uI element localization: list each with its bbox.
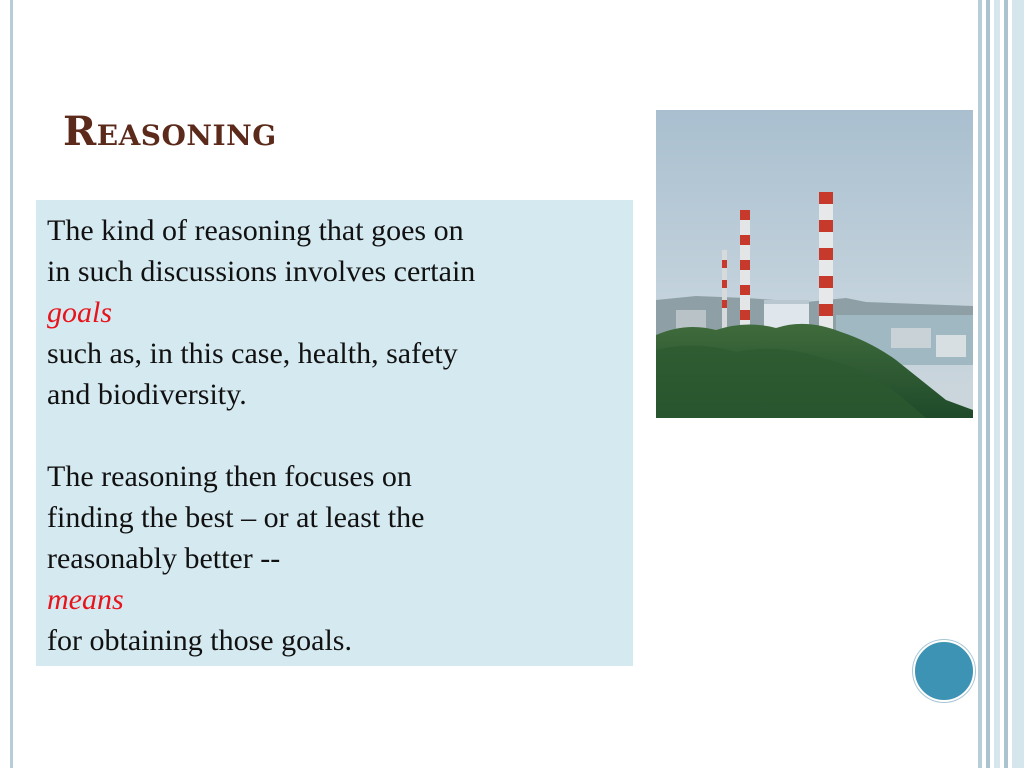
body-text-box xyxy=(36,200,633,666)
body-line: The reasoning then focuses on xyxy=(47,460,412,493)
body-line: reasonably better -- xyxy=(47,542,281,575)
body-line: in such discussions involves certain xyxy=(47,255,476,288)
frame-lines-right xyxy=(978,0,1024,768)
body-line: for obtaining those goals. xyxy=(47,624,352,657)
industrial-plant-photo xyxy=(656,110,973,418)
body-line: and biodiversity. xyxy=(47,378,247,411)
emphasis-means: means xyxy=(47,583,124,616)
chimney-right-tall xyxy=(819,192,833,337)
body-line: finding the best – or at least the xyxy=(47,501,425,534)
accent-circle xyxy=(913,640,975,702)
chimney-left-small xyxy=(722,250,727,330)
body-line: such as, in this case, health, safety xyxy=(47,337,458,370)
emphasis-goals: goals xyxy=(47,296,113,329)
chimney-middle xyxy=(740,210,750,330)
body-line: The kind of reasoning that goes on xyxy=(47,214,464,247)
frame-line-left xyxy=(10,0,13,768)
slide-title: Reasoning xyxy=(63,108,277,155)
paragraph-gap xyxy=(47,415,623,456)
